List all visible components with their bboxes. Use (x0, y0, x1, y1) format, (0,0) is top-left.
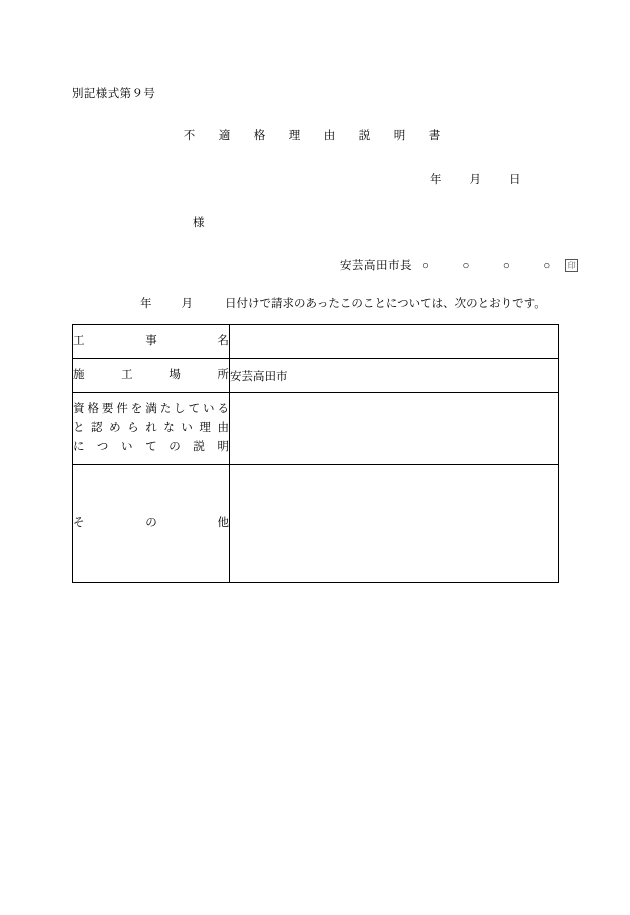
issue-date-line (430, 171, 521, 187)
row-value-ineligibility-reason[interactable] (230, 393, 559, 465)
row-label-line: と認められない理由 (73, 422, 229, 434)
lead-month-label: 月 (181, 298, 193, 310)
table-row (73, 393, 559, 465)
addressee-suffix: 様 (193, 217, 205, 229)
row-label-construction-name (73, 325, 230, 359)
date-day-label: 日 (509, 174, 521, 186)
seal-stamp-icon: 印 (565, 259, 578, 272)
issuer-name: 安芸高田市長 (340, 260, 412, 272)
table-row (73, 465, 559, 583)
row-value-other[interactable] (230, 465, 559, 583)
page-title-text: 不 適 格 理 由 説 明 書 (183, 130, 447, 142)
row-label-line: そ の 他 (73, 517, 229, 529)
table-row (73, 359, 559, 393)
date-month-label: 月 (469, 174, 481, 186)
row-value-text: 安芸高田市 (230, 370, 288, 383)
lead-sentence (140, 295, 546, 311)
row-value-construction-site[interactable] (230, 359, 559, 393)
row-value-construction-name[interactable] (230, 325, 559, 359)
row-label-other (73, 465, 230, 583)
row-label-line: についての説明 (73, 441, 229, 453)
form-number: 別記様式第９号 (72, 88, 156, 100)
row-label-line: 施 工 場 所 (73, 369, 229, 381)
row-label-line: 工 事 名 (73, 335, 229, 347)
issuer-line (340, 257, 578, 273)
issuer-name-blanks: ○ ○ ○ ○ (422, 260, 562, 272)
explanation-table (72, 324, 559, 583)
lead-sentence-text: 日付けで請求のあったこのことについては、次のとおりです。 (225, 298, 546, 310)
row-label-line: 資格要件を満たしている (73, 403, 229, 415)
date-year-label: 年 (430, 174, 442, 186)
row-label-construction-site (73, 359, 230, 393)
lead-year-label: 年 (140, 298, 152, 310)
table-row (73, 325, 559, 359)
row-label-ineligibility-reason (73, 393, 230, 465)
page-title (0, 127, 630, 143)
